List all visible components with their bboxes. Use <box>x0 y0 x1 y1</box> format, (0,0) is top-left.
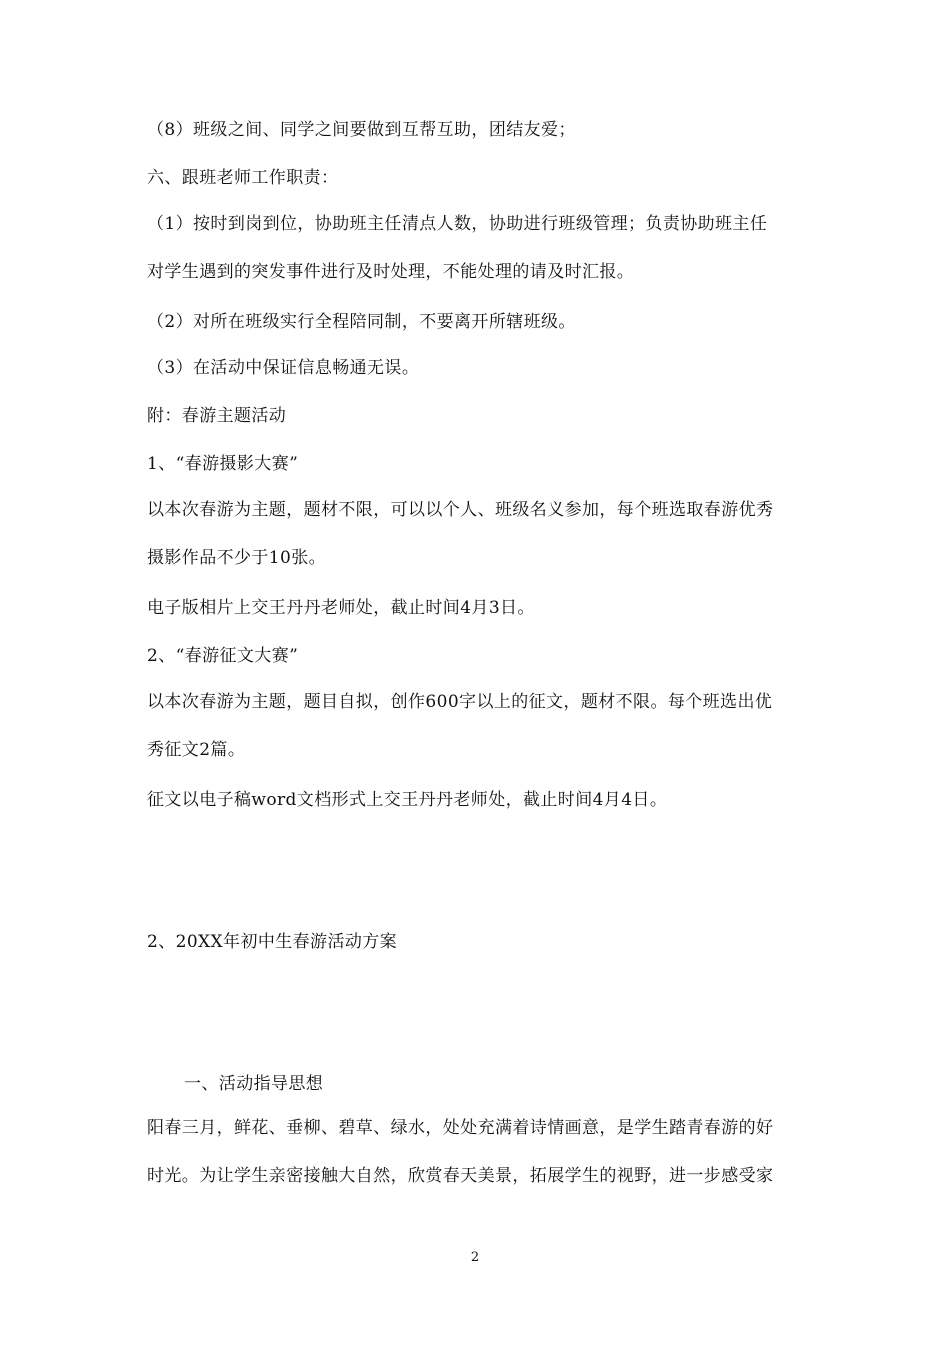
paragraph-line: 时光。为让学生亲密接触大自然，欣赏春天美景，拓展学生的视野，进一步感受家 <box>147 1166 774 1186</box>
paragraph-line: 征文以电子稿word文档形式上交王丹丹老师处，截止时间4月4日。 <box>147 790 668 810</box>
paragraph-line: 以本次春游为主题，题目自拟，创作600字以上的征文，题材不限。每个班选出优 <box>147 692 773 712</box>
item-heading: 2、“春游征文大赛” <box>147 646 299 666</box>
section-heading: 一、活动指导思想 <box>184 1074 324 1094</box>
paragraph-line: 摄影作品不少于10张。 <box>147 548 327 568</box>
section-heading: 六、跟班老师工作职责： <box>147 168 339 188</box>
paragraph-line: 电子版相片上交王丹丹老师处，截止时间4月3日。 <box>147 598 535 618</box>
paragraph-line: 对学生遇到的突发事件进行及时处理，不能处理的请及时汇报。 <box>147 262 635 282</box>
paragraph-line: （1）按时到岗到位，协助班主任清点人数，协助进行班级管理；负责协助班主任 <box>147 214 768 234</box>
paragraph-line: 阳春三月，鲜花、垂柳、碧草、绿水，处处充满着诗情画意，是学生踏青春游的好 <box>147 1118 774 1138</box>
appendix-heading: 附：春游主题活动 <box>147 406 287 426</box>
paragraph-line: 秀征文2篇。 <box>147 740 246 760</box>
paragraph-line: 以本次春游为主题，题材不限，可以以个人、班级名义参加，每个班选取春游优秀 <box>147 500 774 520</box>
paragraph-line: （8）班级之间、同学之间要做到互帮互助，团结友爱； <box>147 120 576 140</box>
item-heading: 1、“春游摄影大赛” <box>147 454 299 474</box>
document-title: 2、20XX年初中生春游活动方案 <box>147 932 398 952</box>
paragraph-line: （2）对所在班级实行全程陪同制，不要离开所辖班级。 <box>147 312 576 332</box>
paragraph-line: （3）在活动中保证信息畅通无误。 <box>147 358 420 378</box>
page-number: 2 <box>470 1250 480 1265</box>
